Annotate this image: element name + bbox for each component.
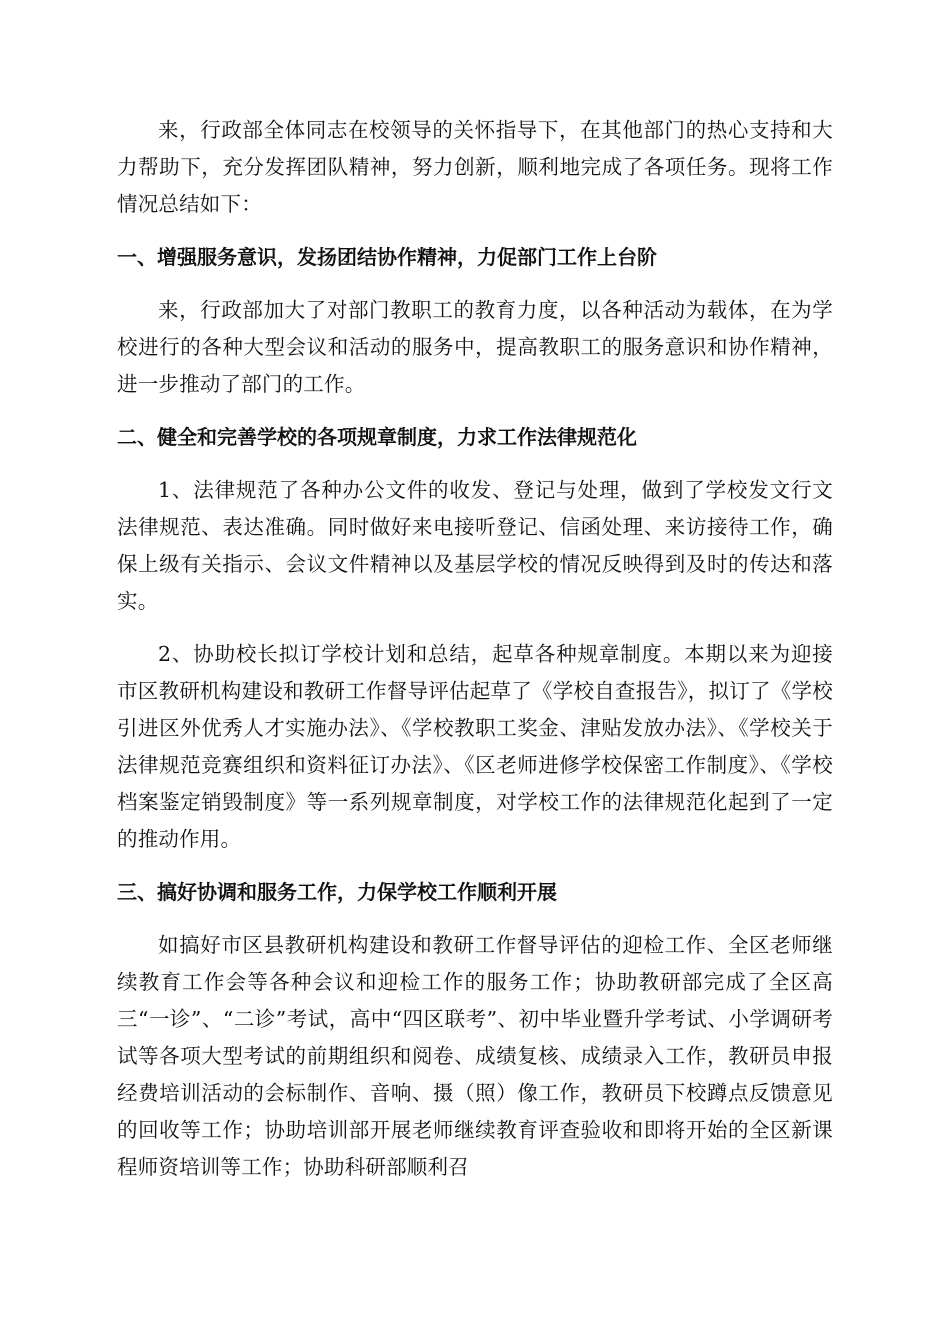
document-page <box>117 112 833 1186</box>
section3-heading: 三、搞好协调和服务工作，力保学校工作顺利开展 <box>117 880 557 904</box>
section2-heading: 二、健全和完善学校的各项规章制度，力求工作法律规范化 <box>117 425 637 449</box>
section1-heading: 一、增强服务意识，发扬团结协作精神，力促部门工作上台阶 <box>117 245 657 269</box>
section1-paragraph: 来，行政部加大了对部门教职工的教育力度，以各种活动为载体，在为学校进行的各种大型会议和活动的服务中，提高教职工的服务意识和协作精神，进一步推动了部门的工作。 <box>117 298 833 396</box>
intro-paragraph: 来，行政部全体同志在校领导的关怀指导下，在其他部门的热心支持和大力帮助下，充分发挥团队精神，努力创新，顺利地完成了各项任务。现将工作情况总结如下： <box>117 118 833 216</box>
section2-item1-paragraph: 1、法律规范了各种办公文件的收发、登记与处理，做到了学校发文行文法律规范、表达准确。同时做好来电接听登记、信函处理、来访接待工作，确保上级有关指示、会议文件精神以及基层学校的情况反映得到及时的传达和落实。 <box>117 478 833 613</box>
section2-item2-paragraph: 2、协助校长拟订学校计划和总结，起草各种规章制度。本期以来为迎接市区教研机构建设和教研工作督导评估起草了《学校自查报告》，拟订了《学校引进区外优秀人才实施办法》、《学校教职工奖金、津贴发放办法》、《学校关于法律规范竞赛组织和资料征订办法》、《区老师进修学校保密工作制度》、《学校档案鉴定销毁制度》等一系列规章制度，对学校工作的法律规范化起到了一定的推动作用。 <box>117 642 833 851</box>
section3-paragraph: 如搞好市区县教研机构建设和教研工作督导评估的迎检工作、全区老师继续教育工作会等各种会议和迎检工作的服务工作；协助教研部完成了全区高三“一诊”、“二诊”考试，高中“四区联考”、初中毕业暨升学考试、小学调研考试等各项大型考试的前期组织和阅卷、成绩复核、成绩录入工作，教研员申报经费培训活动的会标制作、音响、摄（照）像工作，教研员下校蹲点反馈意见的回收等工作；协助培训部开展老师继续教育评查验收和即将开始的全区新课程师资培训等工作；协助科研部顺利召 <box>117 933 833 1179</box>
